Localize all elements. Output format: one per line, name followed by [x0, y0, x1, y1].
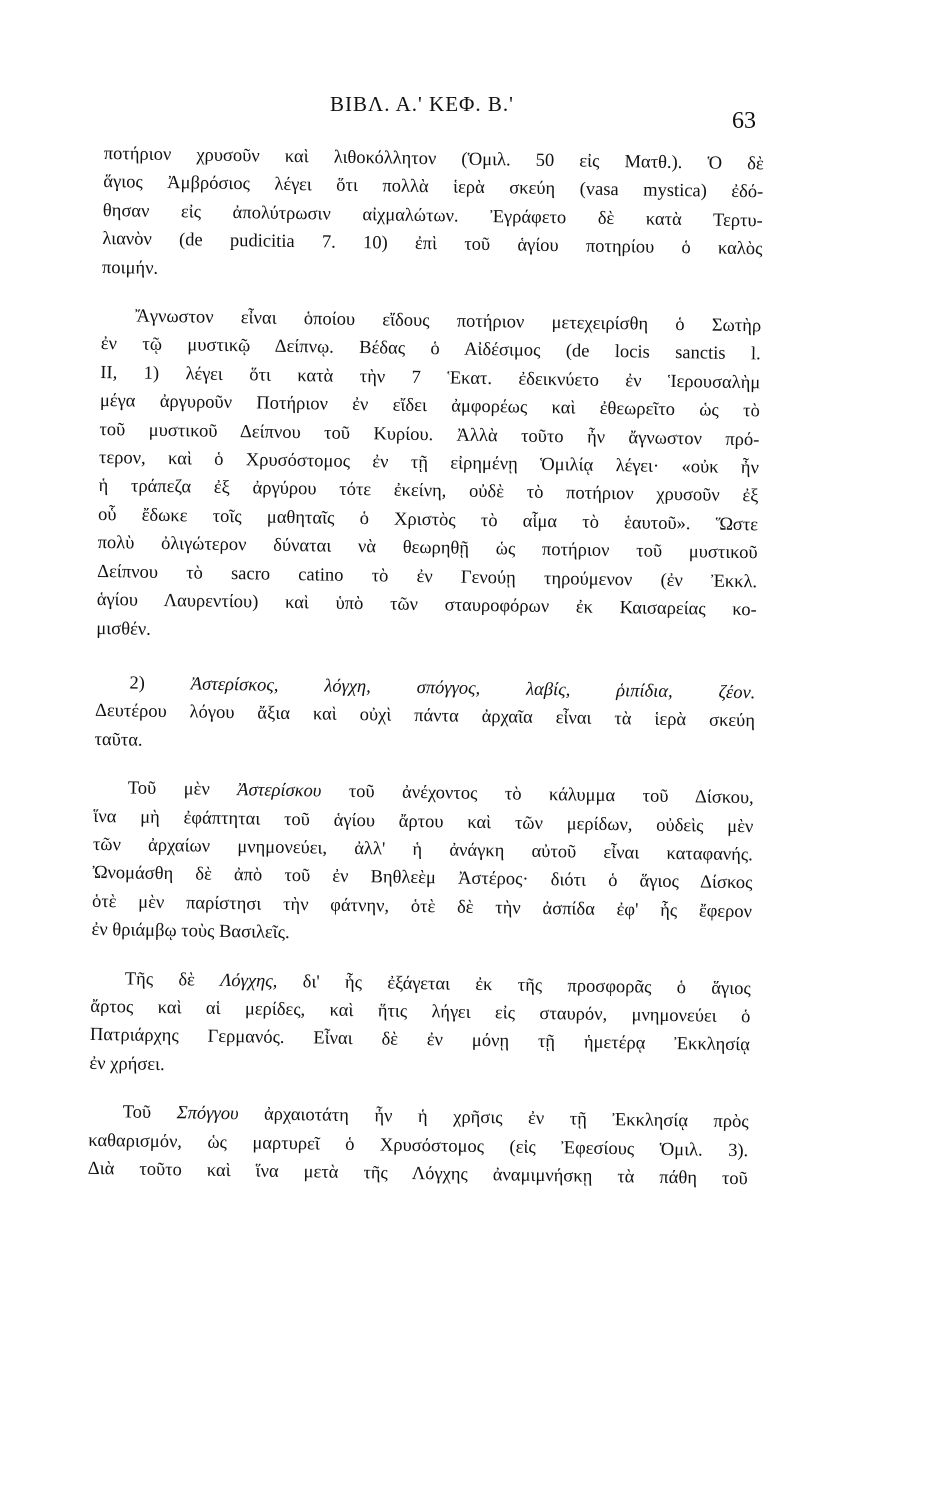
text-line: Διὰ τοῦτο καὶ ἵνα μετὰ τῆς Λόγχης ἀναμιμνήσκῃ τὰ πάθη τοῦ — [87, 1158, 748, 1190]
text-line: ἐν θριάμβῳ τοὺς Βασιλεῖς. — [91, 920, 290, 944]
text-line: ἐν τῷ μυστικῷ Δείπνῳ. Βέδας ὁ Αἰδέσιμος (de locis sanctis l. — [100, 334, 761, 365]
text-line: τῶν ἀρχαίων μνημονεύει, ἀλλ' ἡ ἀνάγκη αὐτοῦ εἶναι καταφανής. — [92, 834, 754, 866]
text-line: ἐν χρήσει. — [89, 1053, 165, 1075]
text-line: θησαν εἰς ἀπολύτρωσιν αἰχμαλώτων. Ἐγράφετο δὲ κατὰ Τερτυ- — [102, 200, 763, 232]
body-text — [88, 140, 764, 1194]
text-line: οὗ ἔδωκε τοῖς μαθηταῖς ὁ Χριστὸς τὸ αἷμα τὸ ἑαυτοῦ». Ὥστε — [97, 504, 759, 536]
paragraph-1 — [102, 140, 764, 292]
text-line: ὁτὲ μὲν παρίστησι τὴν φάτνην, ὁτὲ δὲ τὴν ἀσπίδα ἐφ' ἧς ἔφερον — [91, 891, 753, 923]
text-line: Πατριάρχης Γερμανός. Εἶναι δὲ ἐν μόνῃ τῇ ἡμετέρᾳ Ἐκκλησίᾳ — [89, 1025, 751, 1056]
text-line: πολὺ ὀλιγώτερον δύναται νὰ θεωρηθῇ ὡς ποτήριον τοῦ μυστικοῦ — [97, 533, 758, 564]
text-run: Τοῦ — [122, 1102, 177, 1124]
text-line: ἅγιος Ἀμβρόσιος λέγει ὅτι πολλὰ ἱερὰ σκεύη (vasa mystica) ἐδό- — [103, 172, 764, 203]
text-line: ταῦτα. — [94, 729, 143, 751]
text-line: II, 1) λέγει ὅτι κατὰ τὴν 7 Ἑκατ. ἐδεικνύετο ἐν Ἱερουσαλὴμ — [100, 362, 761, 394]
term-spoggos: Σπόγγου — [176, 1103, 239, 1125]
text-line: Ὠνομάσθη δὲ ἀπὸ τοῦ ἐν Βηθλεὲμ Ἀστέρος· διότι ὁ ἅγιος Δίσκος — [92, 863, 753, 894]
text-run: δι' ἧς ἐξάγεται ἐκ τῆς προσφορᾶς ὁ ἅγιος — [277, 971, 751, 999]
paragraph-2 — [96, 302, 761, 653]
text-line: μισθέν. — [96, 618, 151, 640]
text-line: ποιμήν. — [101, 257, 159, 279]
text-line: λιανὸν (de pudicitia 7. 10) ἐπὶ τοῦ ἁγίου ποτηρίου ὁ καλὸς — [102, 229, 763, 260]
section-heading-terms: Ἀστερίσκος, λόγχη, σπόγγος, λαβίς, ῥιπίδια, ζέον. — [190, 674, 756, 704]
paragraph-4 — [91, 774, 754, 955]
text-line: ἁγίου Λαυρεντίου) καὶ ὑπὸ τῶν σταυροφόρων ἐκ Καισαρείας κο- — [96, 590, 757, 621]
text-line: ἵνα μὴ ἐφάπτηται τοῦ ἁγίου ἄρτου καὶ τῶν μερίδων, οὐδεὶς μὲν — [93, 806, 754, 837]
text-run: τοῦ ἀνέχοντος τὸ κάλυμμα τοῦ Δίσκου, — [321, 781, 754, 809]
text-line: ἄρτος καὶ αἱ μερίδες, καὶ ἥτις λήγει εἰς σταυρόν, μνημονεύει ὁ — [90, 996, 751, 1028]
text-line: Δείπνου τὸ sacro catino τὸ ἐν Γενούῃ τηρούμενον (ἐν Ἐκκλ. — [97, 561, 758, 592]
term-asteriskos: Ἀστερίσκου — [237, 780, 322, 802]
text-line: μέγα ἀργυροῦν Ποτήριον ἐν εἴδει ἀμφορέως καὶ ἐθεωρεῖτο ὡς τὸ — [99, 391, 760, 422]
text-run: ἀρχαιοτάτη ἦν ἡ χρῆσις ἐν τῇ Ἐκκλησίᾳ πρὸς — [238, 1104, 749, 1133]
text-line: ποτήριον χρυσοῦν καὶ λιθοκόλλητον (Ὁμιλ. 50 εἰς Ματθ.). Ὁ δὲ — [103, 143, 764, 175]
page-number: 63 — [732, 108, 756, 134]
text-run: Τοῦ μὲν — [127, 778, 238, 801]
text-line: ἡ τράπεζα ἐξ ἀργύρου τότε ἐκείνη, οὐδὲ τὸ ποτήριον χρυσοῦν ἐξ — [98, 476, 759, 507]
section-number: 2) — [129, 673, 191, 695]
running-head: ΒΙΒΛ. Α.' ΚΕΦ. Β.' — [330, 92, 514, 116]
page-header — [0, 92, 946, 132]
paragraph-5 — [89, 964, 751, 1088]
text-run: Τῆς δὲ — [124, 968, 221, 991]
text-line: τοῦ μυστικοῦ Δείπνου τοῦ Κυρίου. Ἀλλὰ τοῦτο ἦν ἄγνωστον πρό- — [99, 419, 760, 450]
text-line: Δευτέρου λόγου ἄξια καὶ οὐχὶ πάντα ἀρχαῖα εἶναι τὰ ἱερὰ σκεύη — [94, 701, 756, 732]
term-logchi: Λόγχης, — [220, 970, 278, 992]
text-line: καθαρισμόν, ὡς μαρτυρεῖ ὁ Χρυσόστομος (εἰς Ἐφεσίους Ὁμιλ. 3). — [88, 1130, 749, 1161]
text-line: Ἄγνωστον εἶναι ὁποίου εἴδους ποτήριον μετεχειρίσθη ὁ Σωτὴρ — [135, 306, 762, 337]
paragraph-6 — [88, 1098, 749, 1194]
text-line: τερον, καὶ ὁ Χρυσόστομος ἐν τῇ εἰρημένῃ Ὁμιλίᾳ λέγει· «οὐκ ἦν — [98, 448, 760, 479]
paragraph-3 — [94, 669, 755, 765]
